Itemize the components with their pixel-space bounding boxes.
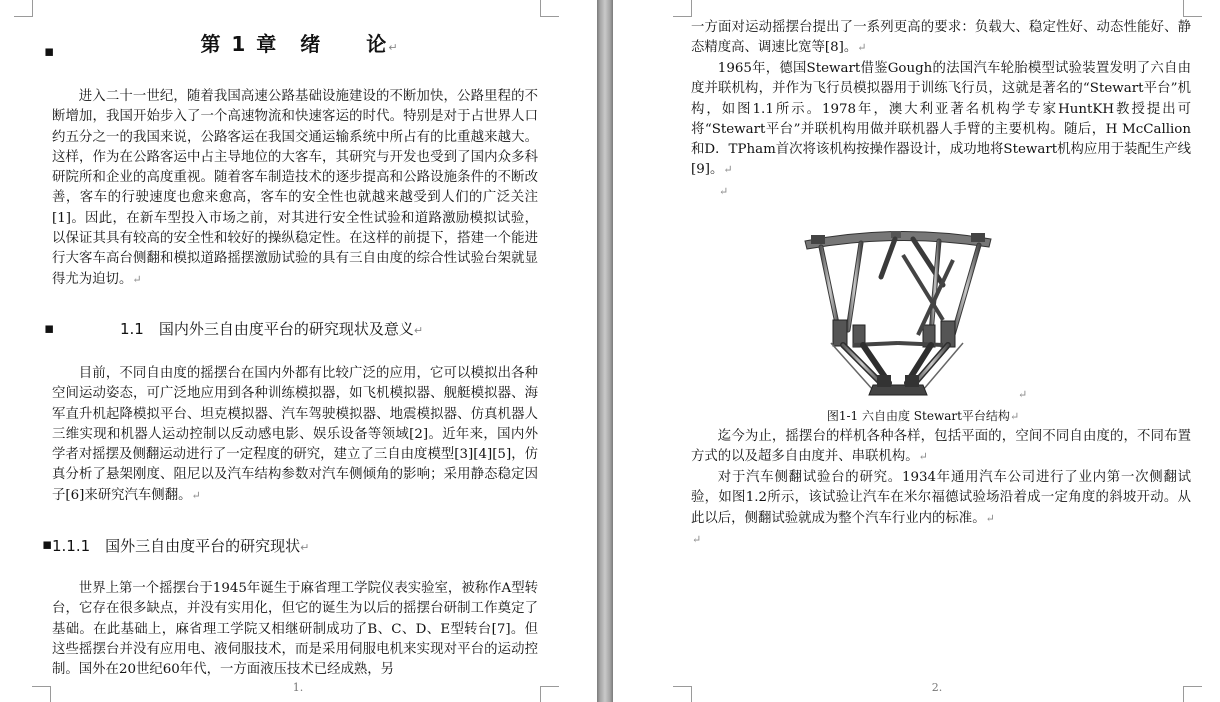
paragraph-mark: ↵ [692, 533, 702, 546]
subsection-heading[interactable]: 1.1.1 国外三自由度平台的研究现状↵ [52, 537, 310, 555]
crop-mark [14, 0, 33, 17]
list-bullet: ▪ [44, 42, 55, 60]
list-bullet: ▪ [44, 319, 55, 337]
chapter-title[interactable]: 第 1 章 绪 论↵ [200, 32, 400, 56]
page-number: 1. [292, 681, 304, 694]
rollover-paragraph[interactable]: 对于汽车侧翻试验台的研究。1934年通用汽车公司进行了业内第一次侧翻试验，如图1.2所示，该试验让汽车在米尔福德试验场沿着成一定角度的斜坡开动。从此以后，侧翻试验就成为整个汽车行业内的标准。↵ [691, 470, 1191, 526]
page-gutter [597, 0, 613, 702]
so-far-paragraph[interactable]: 迄今为止，摇摆台的样机各种各样，包括平面的，空间不同自由度的，不同布置方式的以及超多自由度并、串联机构。↵ [691, 429, 1191, 465]
document-page-2 [613, 0, 1220, 702]
continued-paragraph[interactable]: 一方面对运动摇摆台提出了一系列更高的要求：负载大、稳定性好、动态性能好、静态精度高、调速比宽等[8]。↵ [691, 20, 1191, 56]
list-bullet: ▪ [42, 535, 53, 553]
crop-mark [1183, 686, 1202, 702]
document-page-1 [0, 0, 597, 702]
crop-mark [673, 686, 692, 702]
stewart-platform-figure[interactable] [803, 225, 993, 403]
crop-mark [673, 0, 692, 17]
paragraph-mark: ↵ [719, 185, 729, 198]
subsection-paragraph[interactable]: 世界上第一个摇摆台于1945年诞生于麻省理工学院仪表实验室，被称作A型转台，它存在很多缺点，并没有实用化，但它的诞生为以后的摇摆台研制工作奠定了基础。在此基础上，麻省理工学院又相继研制成功了B、C、D、E型转台[7]。但这些摇摆台并没有应用电、液伺服技术，而是采用伺服电机来实现对平台的运动控制。国外在20世纪60年代，一方面液压技术已经成熟，另 [52, 581, 538, 678]
crop-mark [32, 686, 51, 702]
crop-mark [1183, 0, 1202, 17]
paragraph-mark: ↵ [1018, 388, 1028, 401]
section-heading[interactable]: 1.1 国内外三自由度平台的研究现状及意义↵ [120, 320, 424, 338]
figure-caption[interactable]: 图1-1 六自由度 Stewart平台结构↵ [826, 409, 1020, 423]
crop-mark [540, 686, 559, 702]
intro-paragraph[interactable]: 进入二十一世纪，随着我国高速公路基础设施建设的不断加快，公路里程的不断增加，我国开始步入了一个高速物流和快速客运的时代。特别是对于占世界人口约五分之一的我国来说，公路客运在我国交通运输系统中所占有的比重越来越大。这样，作为在公路客运中占主导地位的大客车，其研究与开发也受到了国内众多科研院所和企业的高度重视。随着客车制造技术的逐步提高和公路设施条件的不断改善，客车的行驶速度也愈来愈高，客车的安全性也就越来越受到人们的广泛关注[1]。因此，在新车型投入市场之前，对其进行安全性试验和道路激励模拟试验，以保证其具有较高的安全性和较好的操纵稳定性。在这样的前提下，搭建一个能进行大客车高台侧翻和模拟道路摇摆激励试验的具有三自由度的综合性试验台架就显得尤为迫切。↵ [52, 89, 538, 287]
crop-mark [540, 0, 559, 17]
page-number: 2. [931, 681, 943, 694]
section-paragraph[interactable]: 目前，不同自由度的摇摆台在国内外都有比较广泛的应用，它可以模拟出各种空间运动姿态，可广泛地应用到各种训练模拟器，如飞机模拟器、舰艇模拟器、海军直升机起降模拟平台、坦克模拟器、汽车驾驶模拟器、地震模拟器、仿真机器人三维实现和机器人运动控制以反动感电影、娱乐设备等领域[2]。近年来，国内外学者对摇摆及侧翻运动进行了一定程度的研究，建立了三自由度模型[3][4][5]，仿真分析了悬架刚度、阻尼以及汽车结构参数对汽车侧倾角的影响；采用静态稳定因子[6]来研究汽车侧翻。↵ [52, 366, 538, 503]
stewart-paragraph[interactable]: 1965年，德国Stewart借鉴Gough的法国汽车轮胎模型试验装置发明了六自由度并联机构，并作为飞行员模拟器用于训练飞行员，这就是著名的“Stewart平台”机构，如图1.1所示。1978年，澳大利亚著名机构学专家HuntKH教授提出可将“Stewart平台”并联机构用做并联机器人手臂的主要机构。随后，H McCallion和D．TPham首次将该机构按操作器设计，成功地将Stewart机构应用于装配生产线[9]。↵ [691, 61, 1192, 178]
